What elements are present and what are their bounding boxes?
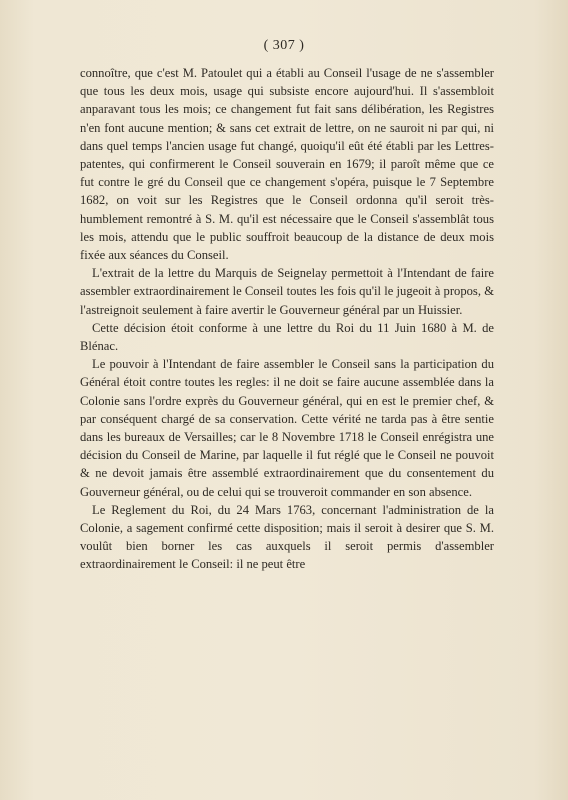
paragraph: connoître, que c'est M. Patoulet qui a établi au Conseil l'usage de ne s'assembler que tous les deux mois, usage qui subsiste encore aujourd'hui. Il s'assembloit anparavant tous les mois; ce changement fut fait sans délibération, les Registres n'en font aucune mention; & sans cet extrait de lettre, on ne sauroit ni par qui, ni dans quel temps l'ancien usage fut changé, quoiqu'il eût été établi par les Lettres-patentes, qui confirmerent le Conseil souverain en 1679; il paroît même que ce fut contre le gré du Conseil que ce changement s'opéra, puisque le 7 Septembre 1682, on voit sur les Registres que le Conseil ordonna qu'il seroit très-humblement remontré à S. M. qu'il est nécessaire que le Conseil s'assemblât tous les mois, attendu que le public souffroit beaucoup de la distance de deux mois fixée aux séances du Conseil. [80, 66, 494, 263]
paragraph: L'extrait de la lettre du Marquis de Seignelay permettoit à l'Intendant de faire assembler extraordinairement le Conseil toutes les fois qu'il le jugeoit à propos, & l'astreignoit seulement à faire avertir le Gouverneur général par un Huissier. [80, 266, 494, 317]
paragraph: Le pouvoir à l'Intendant de faire assembler le Conseil sans la participation du Général étoit contre toutes les regles: il ne doit se faire aucune assemblée dans la Colonie sans l'ordre exprès du Gouverneur général, qui en est le premier chef, & par conséquent chargé de sa conservation. Cette vérité ne tarda pas à être sentie dans les bureaux de Versailles; car le 8 Novembre 1718 le Conseil enrégistra une décision du Conseil de Marine, par laquelle il fut réglé que le Conseil ne pouvoit & ne devoit jamais être assemblé extraordinairement que du consentement du Gouverneur général, ou de celui qui se trouveroit commander en son absence. [80, 357, 494, 499]
page-number: ( 307 ) [263, 38, 305, 53]
body-text [80, 64, 494, 574]
paragraph: Cette décision étoit conforme à une lettre du Roi du 11 Juin 1680 à M. de Blénac. [80, 320, 494, 354]
paragraph: Le Reglement du Roi, du 24 Mars 1763, concernant l'administration de la Colonie, a sagement confirmé cette disposition; mais il seroit à desirer que S. M. voulût bien borner les cas auxquels il seroit permis d'assembler extraordinairement le Conseil: il ne peut être [80, 502, 494, 572]
